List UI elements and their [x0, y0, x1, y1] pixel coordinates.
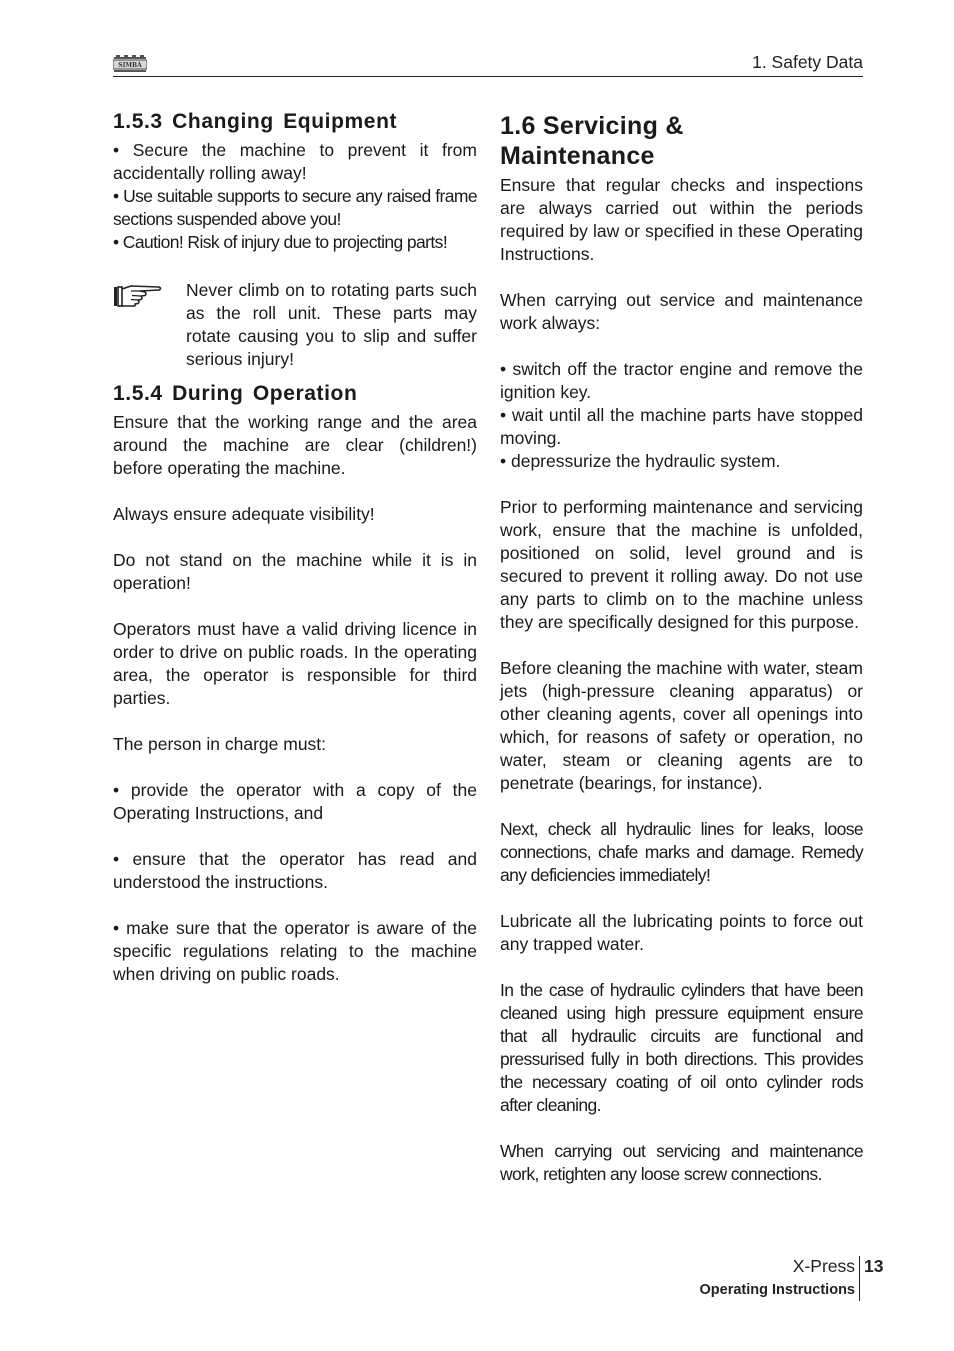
warning-note-text: Never climb on to rotating parts such as the roll unit. These parts may rotate causing you to slip and suffer serious injury!	[186, 280, 477, 369]
paragraph: Lubricate all the lubricating points to force out any trapped water.	[500, 911, 863, 954]
product-name: X-Press	[792, 1256, 855, 1276]
list-item: • switch off the tractor engine and remove the ignition key.	[500, 359, 863, 402]
list-item: • ensure that the operator has read and understood the instructions.	[113, 849, 477, 892]
list-item: • provide the operator with a copy of the Operating Instructions, and	[113, 780, 477, 823]
list-item: • make sure that the operator is aware of the specific regulations relating to the machine when driving on public roads.	[113, 918, 477, 984]
paragraph: The person in charge must:	[113, 734, 327, 754]
paragraph: When carrying out service and maintenance work always:	[500, 290, 863, 333]
paragraph: Prior to performing maintenance and servicing work, ensure that the machine is unfolded, positioned on solid, level ground and is secured to prevent it rolling away. Do not use any parts to climb on to the machine unless they are specifically designed for this purpose.	[500, 497, 863, 632]
list-item: • depressurize the hydraulic system.	[500, 451, 781, 471]
right-column	[500, 108, 863, 1186]
logo-text: SIMBA	[118, 62, 142, 69]
heading-servicing-maintenance	[500, 111, 863, 171]
paragraph: Do not stand on the machine while it is in operation!	[113, 550, 477, 593]
paragraph: Ensure that the working range and the area around the machine are clear (children!) before operating the machine.	[113, 412, 477, 478]
heading-line: 1.6 Servicing &	[500, 112, 684, 140]
heading-changing-equipment: 1.5.3 Changing Equipment	[113, 110, 398, 133]
left-column	[113, 108, 477, 986]
heading-line: Maintenance	[500, 142, 655, 170]
paragraph: Ensure that regular checks and inspections are always carried out within the periods required by law or specified in these Operating Instructions.	[500, 175, 863, 264]
page-number: 13	[864, 1256, 884, 1276]
section-title: 1. Safety Data	[752, 52, 863, 72]
paragraph: Operators must have a valid driving licence in order to drive on public roads. In the operating area, the operator is responsible for third parties.	[113, 619, 477, 708]
paragraph: In the case of hydraulic cylinders that have been cleaned using high pressure equipment ensure that all hydraulic circuits are functional and pressurised fully in both directions. This provides the necessary coating of oil onto cylinder rods after cleaning.	[500, 980, 863, 1115]
list-item: • Caution! Risk of injury due to projecting parts!	[113, 232, 448, 252]
simba-logo	[113, 55, 147, 73]
list-item: • Secure the machine to prevent it from accidentally rolling away!	[113, 140, 477, 183]
paragraph: Next, check all hydraulic lines for leaks, loose connections, chafe marks and damage. Remedy any deficiencies immediately!	[500, 819, 863, 885]
paragraph: When carrying out servicing and maintenance work, retighten any loose screw connections.	[500, 1141, 863, 1184]
warning-note	[113, 279, 477, 371]
pointing-hand-icon	[113, 283, 163, 309]
document-subtitle: Operating Instructions	[699, 1282, 855, 1298]
footer-divider	[859, 1256, 860, 1301]
paragraph: Always ensure adequate visibility!	[113, 504, 375, 524]
heading-during-operation: 1.5.4 During Operation	[113, 382, 358, 405]
header-divider	[113, 76, 863, 77]
list-item: • wait until all the machine parts have stopped moving.	[500, 405, 863, 448]
list-item: • Use suitable supports to secure any raised frame sections suspended above you!	[113, 186, 477, 229]
paragraph: Before cleaning the machine with water, steam jets (high-pressure cleaning apparatus) or other cleaning agents, cover all openings into which, for reasons of safety or operation, no water, steam or cleaning agents are to penetrate (bearings, for instance).	[500, 658, 863, 793]
